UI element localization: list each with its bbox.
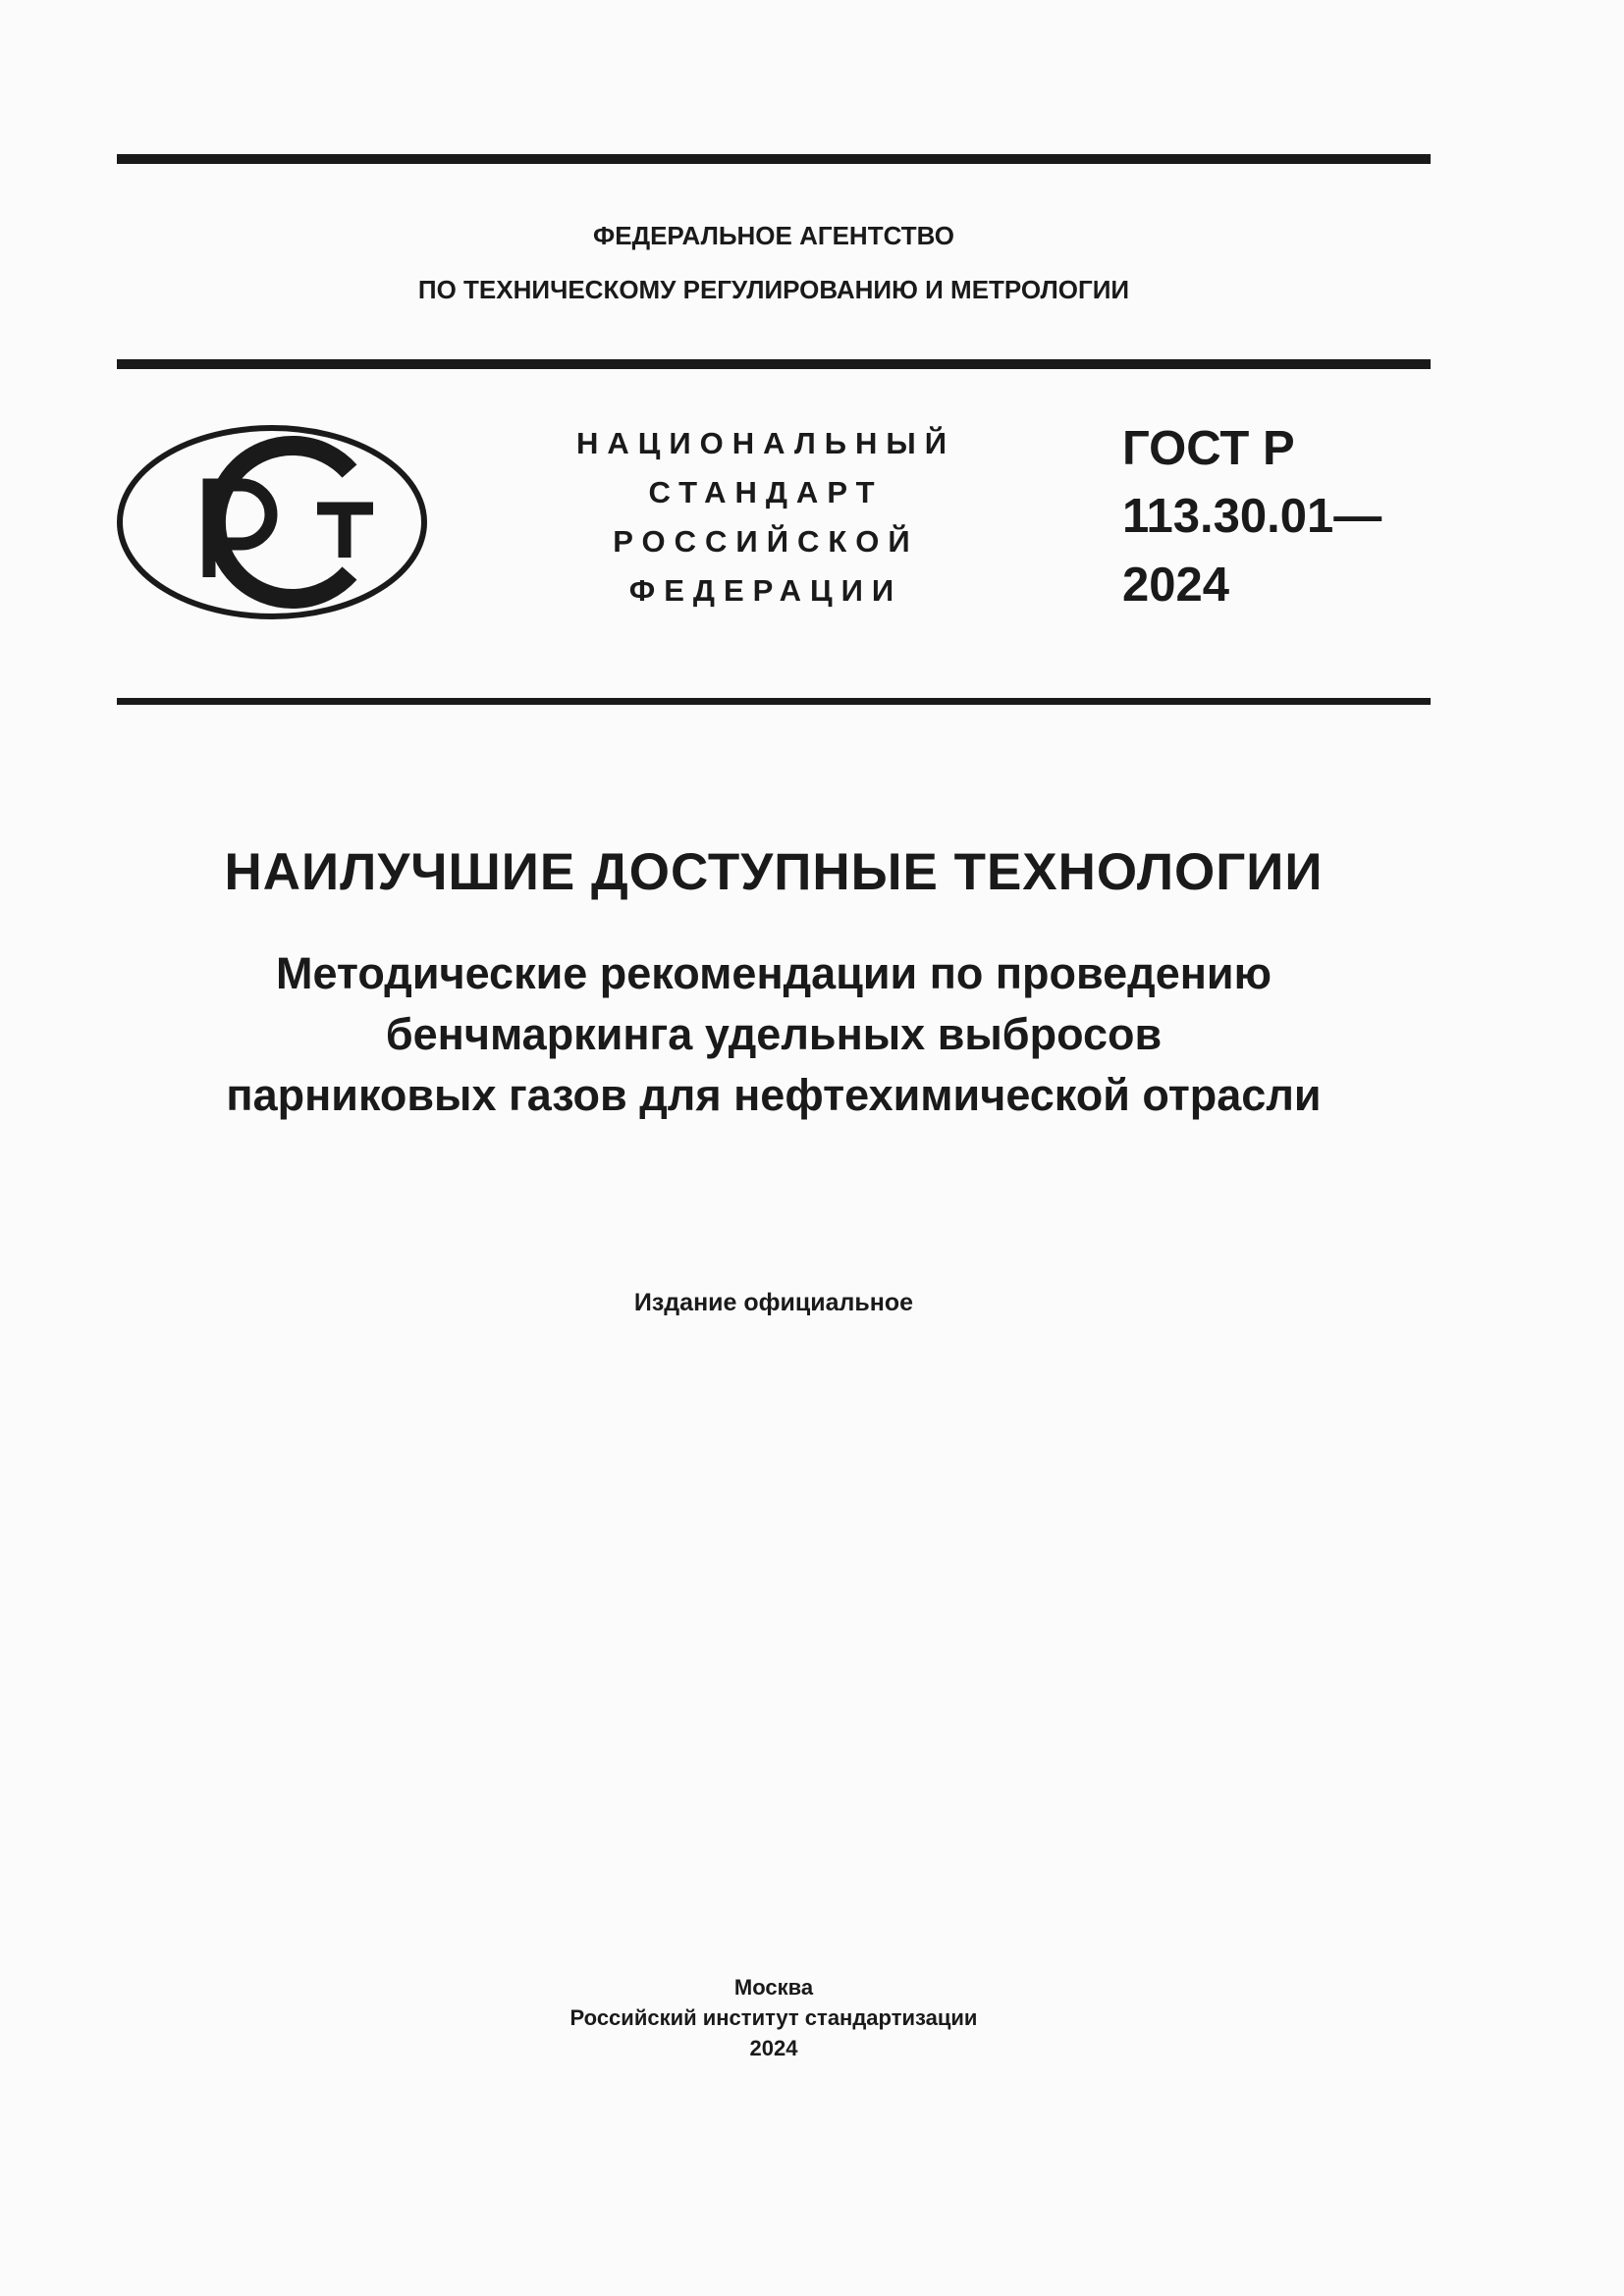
document-subtitle-line-3: парниковых газов для нефтехимической отрасли	[226, 1070, 1322, 1120]
header-rule	[117, 359, 1431, 369]
edition-note: Издание официальное	[633, 1289, 914, 1316]
agency-name-line-1: ФЕДЕРАЛЬНОЕ АГЕНТСТВО	[593, 221, 954, 250]
standard-designation-line-1: ГОСТ Р	[1122, 422, 1295, 475]
designation-rule	[117, 698, 1431, 705]
imprint-publisher: Российский институт стандартизации	[569, 2005, 978, 2030]
document-title: НАИЛУЧШИЕ ДОСТУПНЫЕ ТЕХНОЛОГИИ	[224, 843, 1324, 901]
document-subtitle-line-2: бенчмаркинга удельных выбросов	[385, 1009, 1163, 1059]
national-standard-line-1: НАЦИОНАЛЬНЫЙ	[575, 426, 956, 460]
imprint-year: 2024	[749, 2036, 798, 2060]
imprint-city: Москва	[733, 1975, 814, 2000]
document-subtitle-line-1: Методические рекомендации по проведению	[276, 948, 1272, 998]
agency-name-line-2: ПО ТЕХНИЧЕСКОМУ РЕГУЛИРОВАНИЮ И МЕТРОЛОГИИ	[417, 275, 1130, 304]
national-standard-line-4: ФЕДЕРАЦИИ	[628, 573, 903, 608]
standard-designation-line-2: 113.30.01—	[1122, 490, 1382, 543]
national-standard-line-2: СТАНДАРТ	[648, 475, 884, 509]
top-rule	[117, 154, 1431, 164]
standard-designation-line-3: 2024	[1122, 559, 1230, 612]
national-standard-line-3: РОССИЙСКОЙ	[613, 524, 919, 559]
gost-r-certification-mark-icon	[116, 424, 428, 620]
